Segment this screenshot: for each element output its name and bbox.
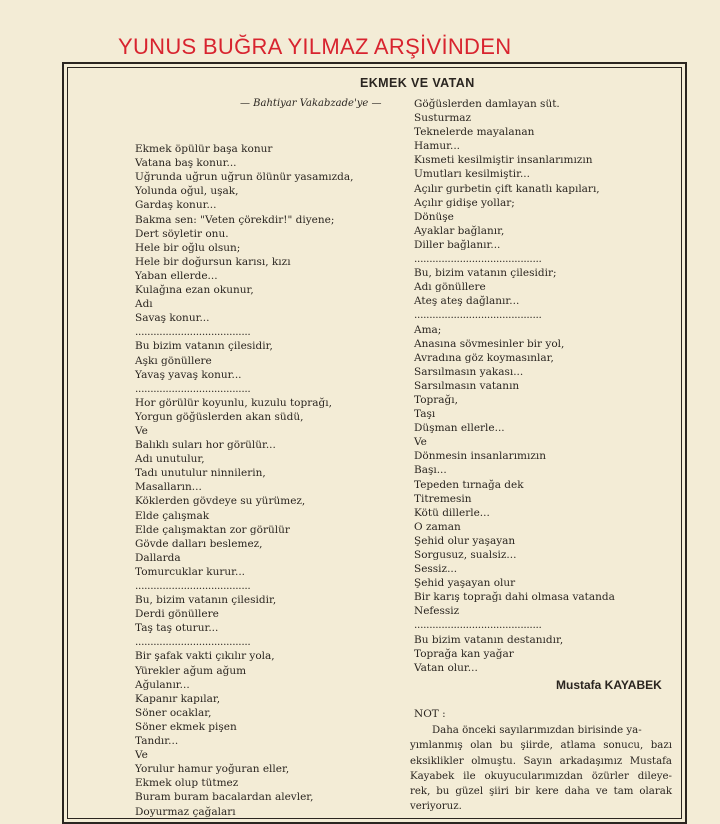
poem-line: Diller bağlanır...	[414, 238, 501, 251]
poem-line: Bu, bizim vatanın çilesidir,	[135, 594, 277, 607]
poem-line: Hele bir doğursun karısı, kızı	[135, 255, 291, 268]
poem-line: Açılır gidişe yollar;	[414, 196, 515, 209]
poem-line: Ağulanır...	[135, 678, 190, 691]
poem-line: Kulağına ezan okunur,	[135, 284, 254, 297]
poem-line: Buram buram bacalardan alevler,	[135, 791, 314, 804]
poem-line: Nefessiz	[414, 605, 460, 618]
poem-line: Adı	[135, 298, 153, 311]
note-line: Kayabek ile okuyucularımızdan özürler dileye-	[410, 770, 672, 782]
poem-line: Dallarda	[135, 551, 181, 564]
poem-line: Balıklı suları hor görülür...	[135, 439, 276, 452]
poet-signature: Mustafa KAYABEK	[556, 678, 662, 692]
stanza-separator: ......................................	[135, 636, 251, 649]
poem-line: Umutları kesilmiştir...	[414, 168, 530, 181]
poem-line: Bir karış toprağı dahi olmasa vatanda	[414, 591, 615, 604]
poem-line: Tandır...	[135, 735, 179, 748]
poem-title: EKMEK VE VATAN	[360, 76, 475, 90]
poem-line: Anasına sövmesinler bir yol,	[414, 337, 565, 350]
stanza-separator: ..........................................	[414, 619, 542, 632]
poem-line: Elde çalışmaktan zor görülür	[135, 523, 290, 536]
poem-line: Yorulur hamur yoğuran eller,	[135, 763, 290, 776]
poem-left-column	[135, 128, 380, 819]
poem-line: Kısmeti kesilmiştir insanlarımızın	[414, 154, 593, 167]
poem-line: Bu bizim vatanın destanıdır,	[414, 633, 564, 646]
poem-line: Yürekler ağum ağum	[135, 664, 247, 677]
poem-line: Titremesin	[414, 492, 472, 505]
poem-line	[135, 128, 380, 142]
poem-right-column	[414, 97, 672, 675]
poem-line: Doyurmaz çağaları	[135, 805, 236, 818]
poem-line: Teknelerde mayalanan	[414, 126, 535, 139]
poem-line: Savaş konur...	[135, 312, 210, 325]
poem-line: Uğrunda uğrun uğrun ölünür yasamızda,	[135, 171, 354, 184]
poem-line: Bir şafak vakti çıkılır yola,	[135, 650, 275, 663]
poem-line: Vatan olur...	[414, 661, 478, 674]
poem-line: Yaban ellerde...	[135, 269, 218, 282]
poem-line: Köklerden gövdeye su yürümez,	[135, 495, 306, 508]
poem-line: Hele bir oğlu olsun;	[135, 241, 241, 254]
poem-line: Hor görülür koyunlu, kuzulu toprağı,	[135, 396, 332, 409]
poem-line: Toprağı,	[414, 393, 458, 406]
poem-line: Yavaş yavaş konur...	[135, 368, 242, 381]
poem-line: Düşman ellerle...	[414, 422, 505, 435]
poem-line: Söner ocaklar,	[135, 706, 212, 719]
poem-line: Susturmaz	[414, 112, 472, 125]
poem-line: Sorgusuz, sualsiz...	[414, 549, 517, 561]
poem-line: Sarsılmasın vatanın	[414, 379, 520, 392]
note-line: Daha önceki sayılarımızdan birisinde ya-	[432, 725, 642, 736]
poem-line: Ama;	[414, 323, 442, 336]
note-line: eksiklikler olmuştu. Sayın arkadaşımız Mustafa	[410, 755, 672, 767]
poem-line: Tomurcuklar kurur...	[135, 565, 246, 578]
poem-line: Adı unutulur,	[135, 453, 205, 466]
poem-line: Taş taş oturur...	[135, 622, 219, 635]
poem-line: Açılır gurbetin çift kanatlı kapıları,	[414, 182, 600, 195]
poem-line: Ayaklar bağlanır,	[414, 224, 505, 237]
poem-line: Şehid yaşayan olur	[414, 577, 516, 590]
poem-line: Kötü dillerle...	[414, 506, 490, 519]
archive-watermark-title: YUNUS BUĞRA YILMAZ ARŞİVİNDEN	[118, 34, 512, 59]
poem-line: Ekmek olup tütmez	[135, 777, 239, 790]
poem-line: Ateş ateş dağlanır...	[414, 295, 520, 308]
poem-line: Yolunda oğul, uşak,	[135, 185, 239, 198]
note-line: yımlanmış olan bu şiirde, atlama sonucu, bazı	[410, 740, 672, 752]
editor-note-label: NOT :	[414, 708, 446, 720]
poem-line: Derdi gönüllere	[135, 608, 219, 621]
poem-line: Dert söyletir onu.	[135, 227, 229, 240]
poem-line: Ve	[135, 424, 148, 437]
poem-line: Gövde dalları beslemez,	[135, 537, 263, 550]
poem-line: Bakma sen: "Veten çörekdir!" diyene;	[135, 213, 335, 226]
poem-line: Dönmesin insanlarımızın	[414, 450, 547, 463]
poem-dedication: — Bahtiyar Vakabzade'ye —	[240, 98, 382, 109]
poem-line: Tadı unutulur ninnilerin,	[135, 467, 266, 480]
poem-line: Aşkı gönüllere	[135, 354, 212, 367]
note-line: rek, bu güzel şiiri bir kere daha ve tam olarak	[410, 786, 672, 798]
poem-line: Söner ekmek pişen	[135, 720, 237, 733]
poem-line: Göğüslerden damlayan süt.	[414, 98, 560, 110]
poem-line: Bu, bizim vatanın çilesidir;	[414, 267, 557, 280]
poem-line: O zaman	[414, 520, 461, 533]
poem-line: Elde çalışmak	[135, 509, 210, 522]
stanza-separator: ......................................	[135, 326, 251, 339]
poem-line: Toprağa kan yağar	[414, 647, 514, 660]
poem-line: Başı...	[414, 464, 447, 477]
poem-line: Masalların...	[135, 481, 202, 494]
poem-line: Ve	[414, 436, 427, 449]
note-line: veriyoruz.	[410, 801, 462, 813]
poem-line: Sarsılmasın yakası...	[414, 365, 524, 378]
editor-note-body	[410, 723, 672, 815]
poem-line: Gardaş konur...	[135, 199, 217, 212]
poem-line: Ekmek öpülür başa konur	[135, 143, 273, 156]
poem-line: Sessiz...	[414, 563, 458, 576]
poem-line: Bu bizim vatanın çilesidir,	[135, 340, 273, 353]
poem-line: Avradına göz koymasınlar,	[414, 351, 554, 364]
stanza-separator: ......................................	[135, 382, 251, 395]
stanza-separator: ..........................................	[414, 253, 542, 266]
poem-line: Vatana baş konur...	[135, 157, 237, 170]
poem-line: Taşı	[414, 408, 436, 421]
poem-line: Ve	[135, 749, 148, 762]
poem-line: Şehid olur yaşayan	[414, 534, 516, 547]
poem-line: Hamur...	[414, 140, 461, 153]
poem-line: Adı gönüllere	[414, 281, 486, 294]
stanza-separator: ......................................	[135, 580, 251, 592]
stanza-separator: ..........................................	[414, 309, 542, 322]
poem-line: Yorgun göğüslerden akan südü,	[135, 410, 304, 423]
poem-line: Tepeden tırnağa dek	[414, 478, 524, 491]
poem-line: Dönüşe	[414, 210, 454, 223]
poem-line: Kapanır kapılar,	[135, 692, 221, 705]
